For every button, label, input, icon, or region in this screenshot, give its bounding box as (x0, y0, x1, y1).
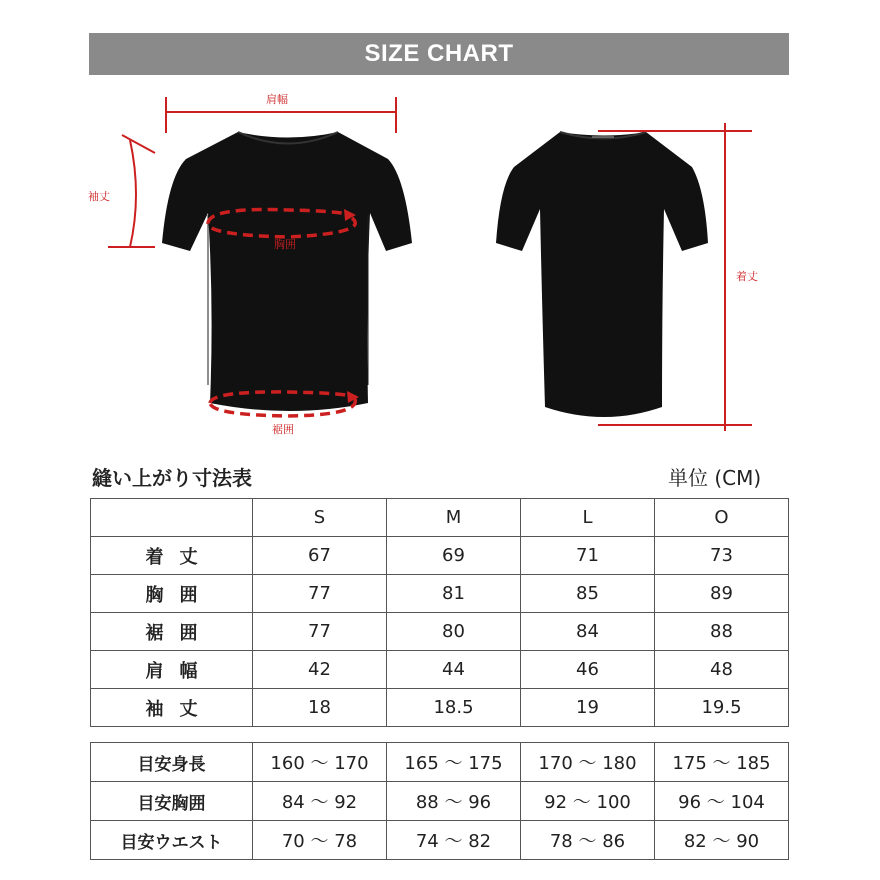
table-row (91, 575, 789, 613)
table-cell: 80 (387, 613, 521, 651)
table-cell: 74 〜 82 (387, 821, 521, 860)
table-cell: 84 〜 92 (253, 782, 387, 821)
unit-label: 単位 (CM) (668, 466, 762, 490)
size-table (90, 498, 789, 727)
table-row (91, 821, 789, 860)
row-label: 肩幅 (91, 651, 253, 689)
table-cell: 69 (387, 537, 521, 575)
hem-label: 裾囲 (272, 423, 294, 436)
table-row (91, 782, 789, 821)
table-cell: 42 (253, 651, 387, 689)
size-column-header: M (387, 499, 521, 537)
size-column-header: L (521, 499, 655, 537)
chest-label: 胸囲 (274, 238, 296, 251)
table-cell: 18.5 (387, 689, 521, 727)
row-label: 胸囲 (91, 575, 253, 613)
table-cell: 73 (655, 537, 789, 575)
size-column-header: O (655, 499, 789, 537)
table-cell: 48 (655, 651, 789, 689)
table-cell: 18 (253, 689, 387, 727)
table-row (91, 613, 789, 651)
table-cell: 88 (655, 613, 789, 651)
table-cell: 71 (521, 537, 655, 575)
table-cell: 175 〜 185 (655, 743, 789, 782)
sleeve-measure (108, 135, 155, 247)
table-cell: 96 〜 104 (655, 782, 789, 821)
table-cell: 46 (521, 651, 655, 689)
corner-cell (91, 499, 253, 537)
table-row (91, 689, 789, 727)
sleeve-label: 袖丈 (88, 190, 110, 203)
back-shirt (496, 132, 708, 417)
table-cell: 78 〜 86 (521, 821, 655, 860)
table-cell: 89 (655, 575, 789, 613)
table-cell: 19.5 (655, 689, 789, 727)
row-label: 袖丈 (91, 689, 253, 727)
table-cell: 77 (253, 613, 387, 651)
table-cell: 85 (521, 575, 655, 613)
table-cell: 67 (253, 537, 387, 575)
table-cell: 160 〜 170 (253, 743, 387, 782)
size-header-row (91, 499, 789, 537)
table-cell: 92 〜 100 (521, 782, 655, 821)
shirt-diagram (0, 85, 880, 445)
table-title: 縫い上がり寸法表 (92, 466, 252, 490)
length-label: 着丈 (736, 270, 758, 283)
table-cell: 77 (253, 575, 387, 613)
table-cell: 81 (387, 575, 521, 613)
table-cell: 170 〜 180 (521, 743, 655, 782)
table-row (91, 651, 789, 689)
shoulder-label: 肩幅 (266, 93, 288, 106)
row-label: 着丈 (91, 537, 253, 575)
size-column-header: S (253, 499, 387, 537)
row-label: 目安身長 (91, 743, 253, 782)
page-title: SIZE CHART (364, 40, 514, 67)
table-cell: 19 (521, 689, 655, 727)
front-shirt (162, 132, 412, 411)
table-cell: 165 〜 175 (387, 743, 521, 782)
table-cell: 88 〜 96 (387, 782, 521, 821)
table-cell: 84 (521, 613, 655, 651)
row-label: 裾囲 (91, 613, 253, 651)
row-label: 目安ウエスト (91, 821, 253, 860)
table-row (91, 743, 789, 782)
size-chart-banner (89, 33, 789, 75)
guide-table (90, 742, 789, 860)
row-label: 目安胸囲 (91, 782, 253, 821)
shirt-illustration (0, 85, 880, 445)
table-row (91, 537, 789, 575)
table-cell: 82 〜 90 (655, 821, 789, 860)
table-cell: 70 〜 78 (253, 821, 387, 860)
table-cell: 44 (387, 651, 521, 689)
